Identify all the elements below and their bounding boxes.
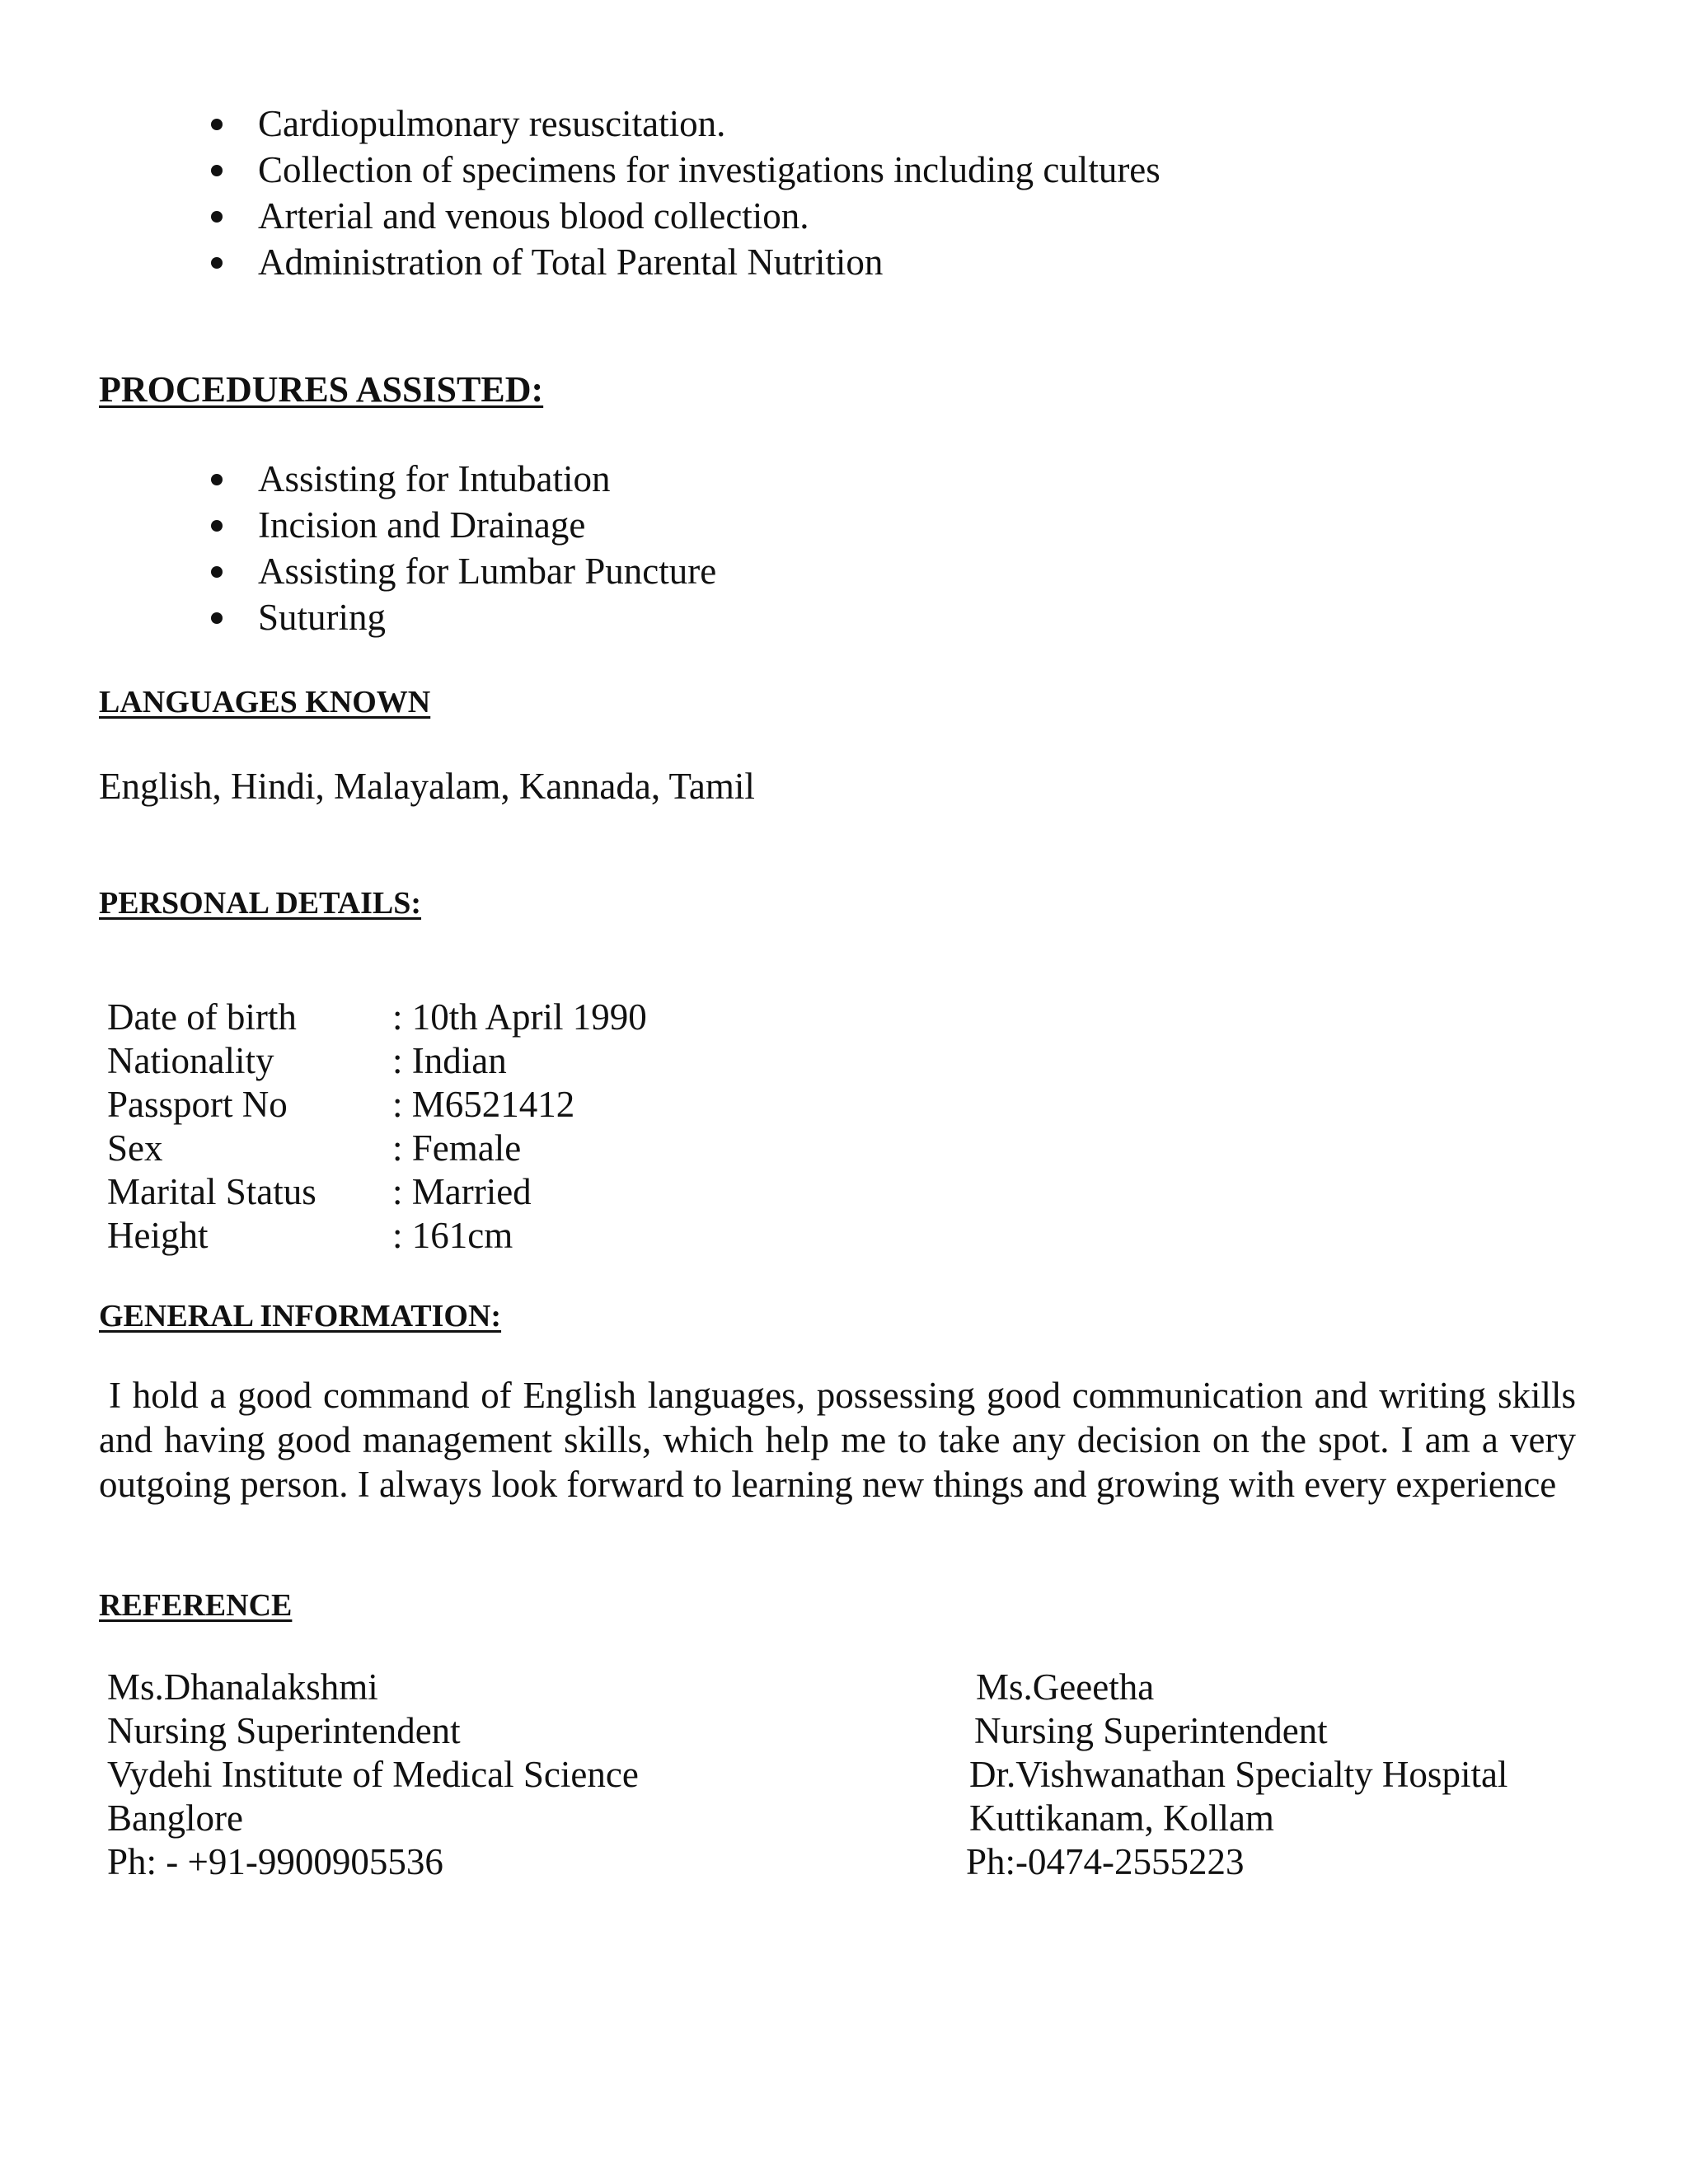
general-info-text: I hold a good command of English languages, possessing good communication and writing skills and having good management skills, which help me to take any decision on the spot. I am a very outgoing person. I always look forward to learning new things and growing with every experience (99, 1375, 1576, 1505)
list-item-text: Cardiopulmonary resuscitation. (258, 103, 726, 144)
reference-org: Dr.Vishwanathan Specialty Hospital (969, 1754, 1508, 1795)
list-item (0, 101, 1160, 147)
list-item-text: Collection of specimens for investigations including cultures (258, 149, 1160, 190)
detail-row (107, 1170, 647, 1214)
list-item-text: Assisting for Intubation (258, 458, 611, 499)
personal-details-table (107, 996, 647, 1258)
detail-label: Date of birth (107, 996, 297, 1038)
reference-phone: Ph: - +91-9900905536 (107, 1841, 443, 1882)
detail-value: : Female (392, 1127, 522, 1169)
reference-phone: Ph:-0474-2555223 (966, 1841, 1245, 1882)
reference-name: Ms.Dhanalakshmi (107, 1666, 378, 1708)
reference-title: Nursing Superintendent (107, 1710, 461, 1751)
reference-right (966, 1666, 1508, 1884)
procedures-heading: PROCEDURES ASSISTED: (99, 369, 544, 410)
skills-list (0, 101, 1160, 285)
detail-label: Passport No (107, 1084, 288, 1125)
list-item (0, 193, 1160, 239)
detail-row (107, 1083, 647, 1127)
detail-value: : M6521412 (392, 1084, 575, 1125)
reference-heading: REFERENCE (99, 1588, 293, 1623)
list-item (0, 456, 716, 502)
reference-place: Banglore (107, 1797, 243, 1839)
bullet-icon (211, 612, 223, 624)
bullet-icon (211, 119, 223, 130)
detail-row (107, 1039, 647, 1083)
languages-heading: LANGUAGES KNOWN (99, 685, 431, 719)
procedures-list (0, 456, 716, 640)
list-item (0, 548, 716, 594)
bullet-icon (211, 474, 223, 485)
reference-org: Vydehi Institute of Medical Science (107, 1754, 639, 1795)
list-item (0, 147, 1160, 193)
personal-details-heading: PERSONAL DETAILS: (99, 886, 422, 921)
detail-label: Height (107, 1215, 209, 1256)
list-item-text: Incision and Drainage (258, 504, 586, 546)
reference-place: Kuttikanam, Kollam (969, 1797, 1274, 1839)
bullet-icon (211, 165, 223, 176)
list-item-text: Suturing (258, 597, 387, 638)
list-item-text: Administration of Total Parental Nutrition (258, 241, 884, 283)
bullet-icon (211, 211, 223, 223)
languages-text: English, Hindi, Malayalam, Kannada, Tamil (99, 766, 755, 807)
detail-value: : Indian (392, 1040, 507, 1081)
reference-name: Ms.Geeetha (976, 1666, 1155, 1708)
detail-value: : Married (392, 1171, 532, 1212)
list-item (0, 594, 716, 640)
bullet-icon (211, 566, 223, 578)
detail-value: : 161cm (392, 1215, 513, 1256)
reference-left (107, 1666, 639, 1884)
detail-row (107, 996, 647, 1039)
list-item-text: Assisting for Lumbar Puncture (258, 551, 717, 592)
detail-row (107, 1214, 647, 1258)
detail-value: : 10th April 1990 (392, 996, 647, 1038)
list-item (0, 502, 716, 548)
list-item (0, 239, 1160, 285)
reference-title: Nursing Superintendent (974, 1710, 1328, 1751)
list-item-text: Arterial and venous blood collection. (258, 195, 809, 237)
general-info-heading: GENERAL INFORMATION: (99, 1299, 502, 1333)
detail-label: Nationality (107, 1040, 274, 1081)
detail-row (107, 1127, 647, 1170)
bullet-icon (211, 257, 223, 269)
detail-label: Sex (107, 1127, 163, 1169)
bullet-icon (211, 520, 223, 532)
detail-label: Marital Status (107, 1171, 316, 1212)
